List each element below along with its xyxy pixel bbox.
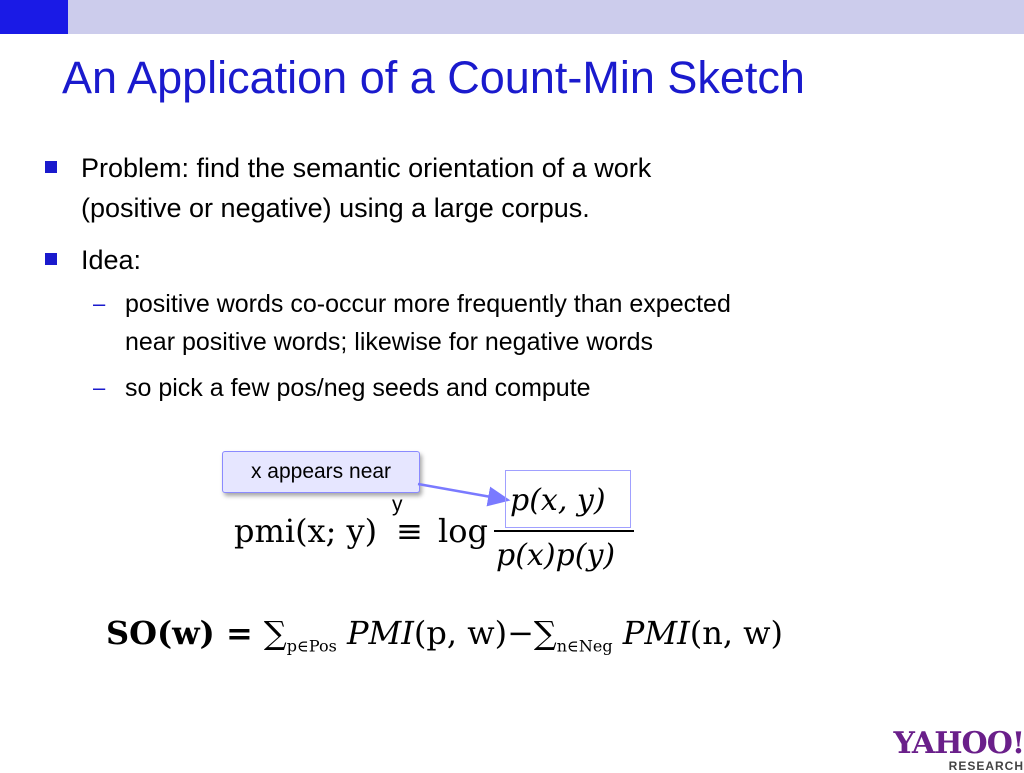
pmi-args: (n, w) bbox=[689, 614, 784, 652]
subbullet-line: so pick a few pos/neg seeds and compute bbox=[125, 374, 591, 402]
pmi-term: PMI bbox=[622, 614, 690, 652]
pmi-log: log bbox=[438, 512, 488, 550]
dash-bullet-icon: – bbox=[93, 291, 106, 316]
callout-text-overflow: y bbox=[392, 493, 403, 516]
sum-subscript: n∈Neg bbox=[556, 636, 613, 656]
dash-bullet-icon: – bbox=[93, 375, 106, 400]
bullet-line: Idea: bbox=[81, 245, 142, 275]
sum-icon: ∑ bbox=[263, 614, 287, 652]
pmi-numerator: p(x, y) bbox=[510, 483, 606, 518]
slide-title: An Application of a Count-Min Sketch bbox=[62, 52, 805, 103]
minus-sign: − bbox=[507, 614, 534, 652]
subbullet-line: near positive words; likewise for negative words bbox=[125, 328, 654, 356]
pmi-equiv: ≡ bbox=[396, 512, 423, 550]
pmi-lhs-text: pmi(x; y) bbox=[234, 512, 378, 550]
pmi-lhs bbox=[234, 512, 377, 550]
so-lhs: SO(w) = bbox=[106, 614, 264, 652]
yahoo-research-logo bbox=[893, 726, 1024, 773]
bullet-line: Problem: find the semantic orientation of a work bbox=[81, 153, 652, 183]
so-formula bbox=[106, 614, 783, 655]
callout-text: x appears near bbox=[250, 460, 392, 483]
subbullet-line: positive words co-occur more frequently than expected bbox=[125, 290, 731, 318]
bullet-line: (positive or negative) using a large corpus. bbox=[81, 193, 590, 223]
sum-subscript: p∈Pos bbox=[286, 636, 337, 656]
pmi-args: (p, w) bbox=[413, 614, 508, 652]
pmi-denominator: p(x)p(y) bbox=[496, 538, 616, 573]
sum-icon: ∑ bbox=[533, 614, 557, 652]
fraction-bar bbox=[494, 530, 634, 532]
logo-sub-text: RESEARCH bbox=[948, 759, 1024, 773]
logo-main-text: YAHOO! bbox=[893, 726, 1024, 761]
pmi-term: PMI bbox=[346, 614, 414, 652]
